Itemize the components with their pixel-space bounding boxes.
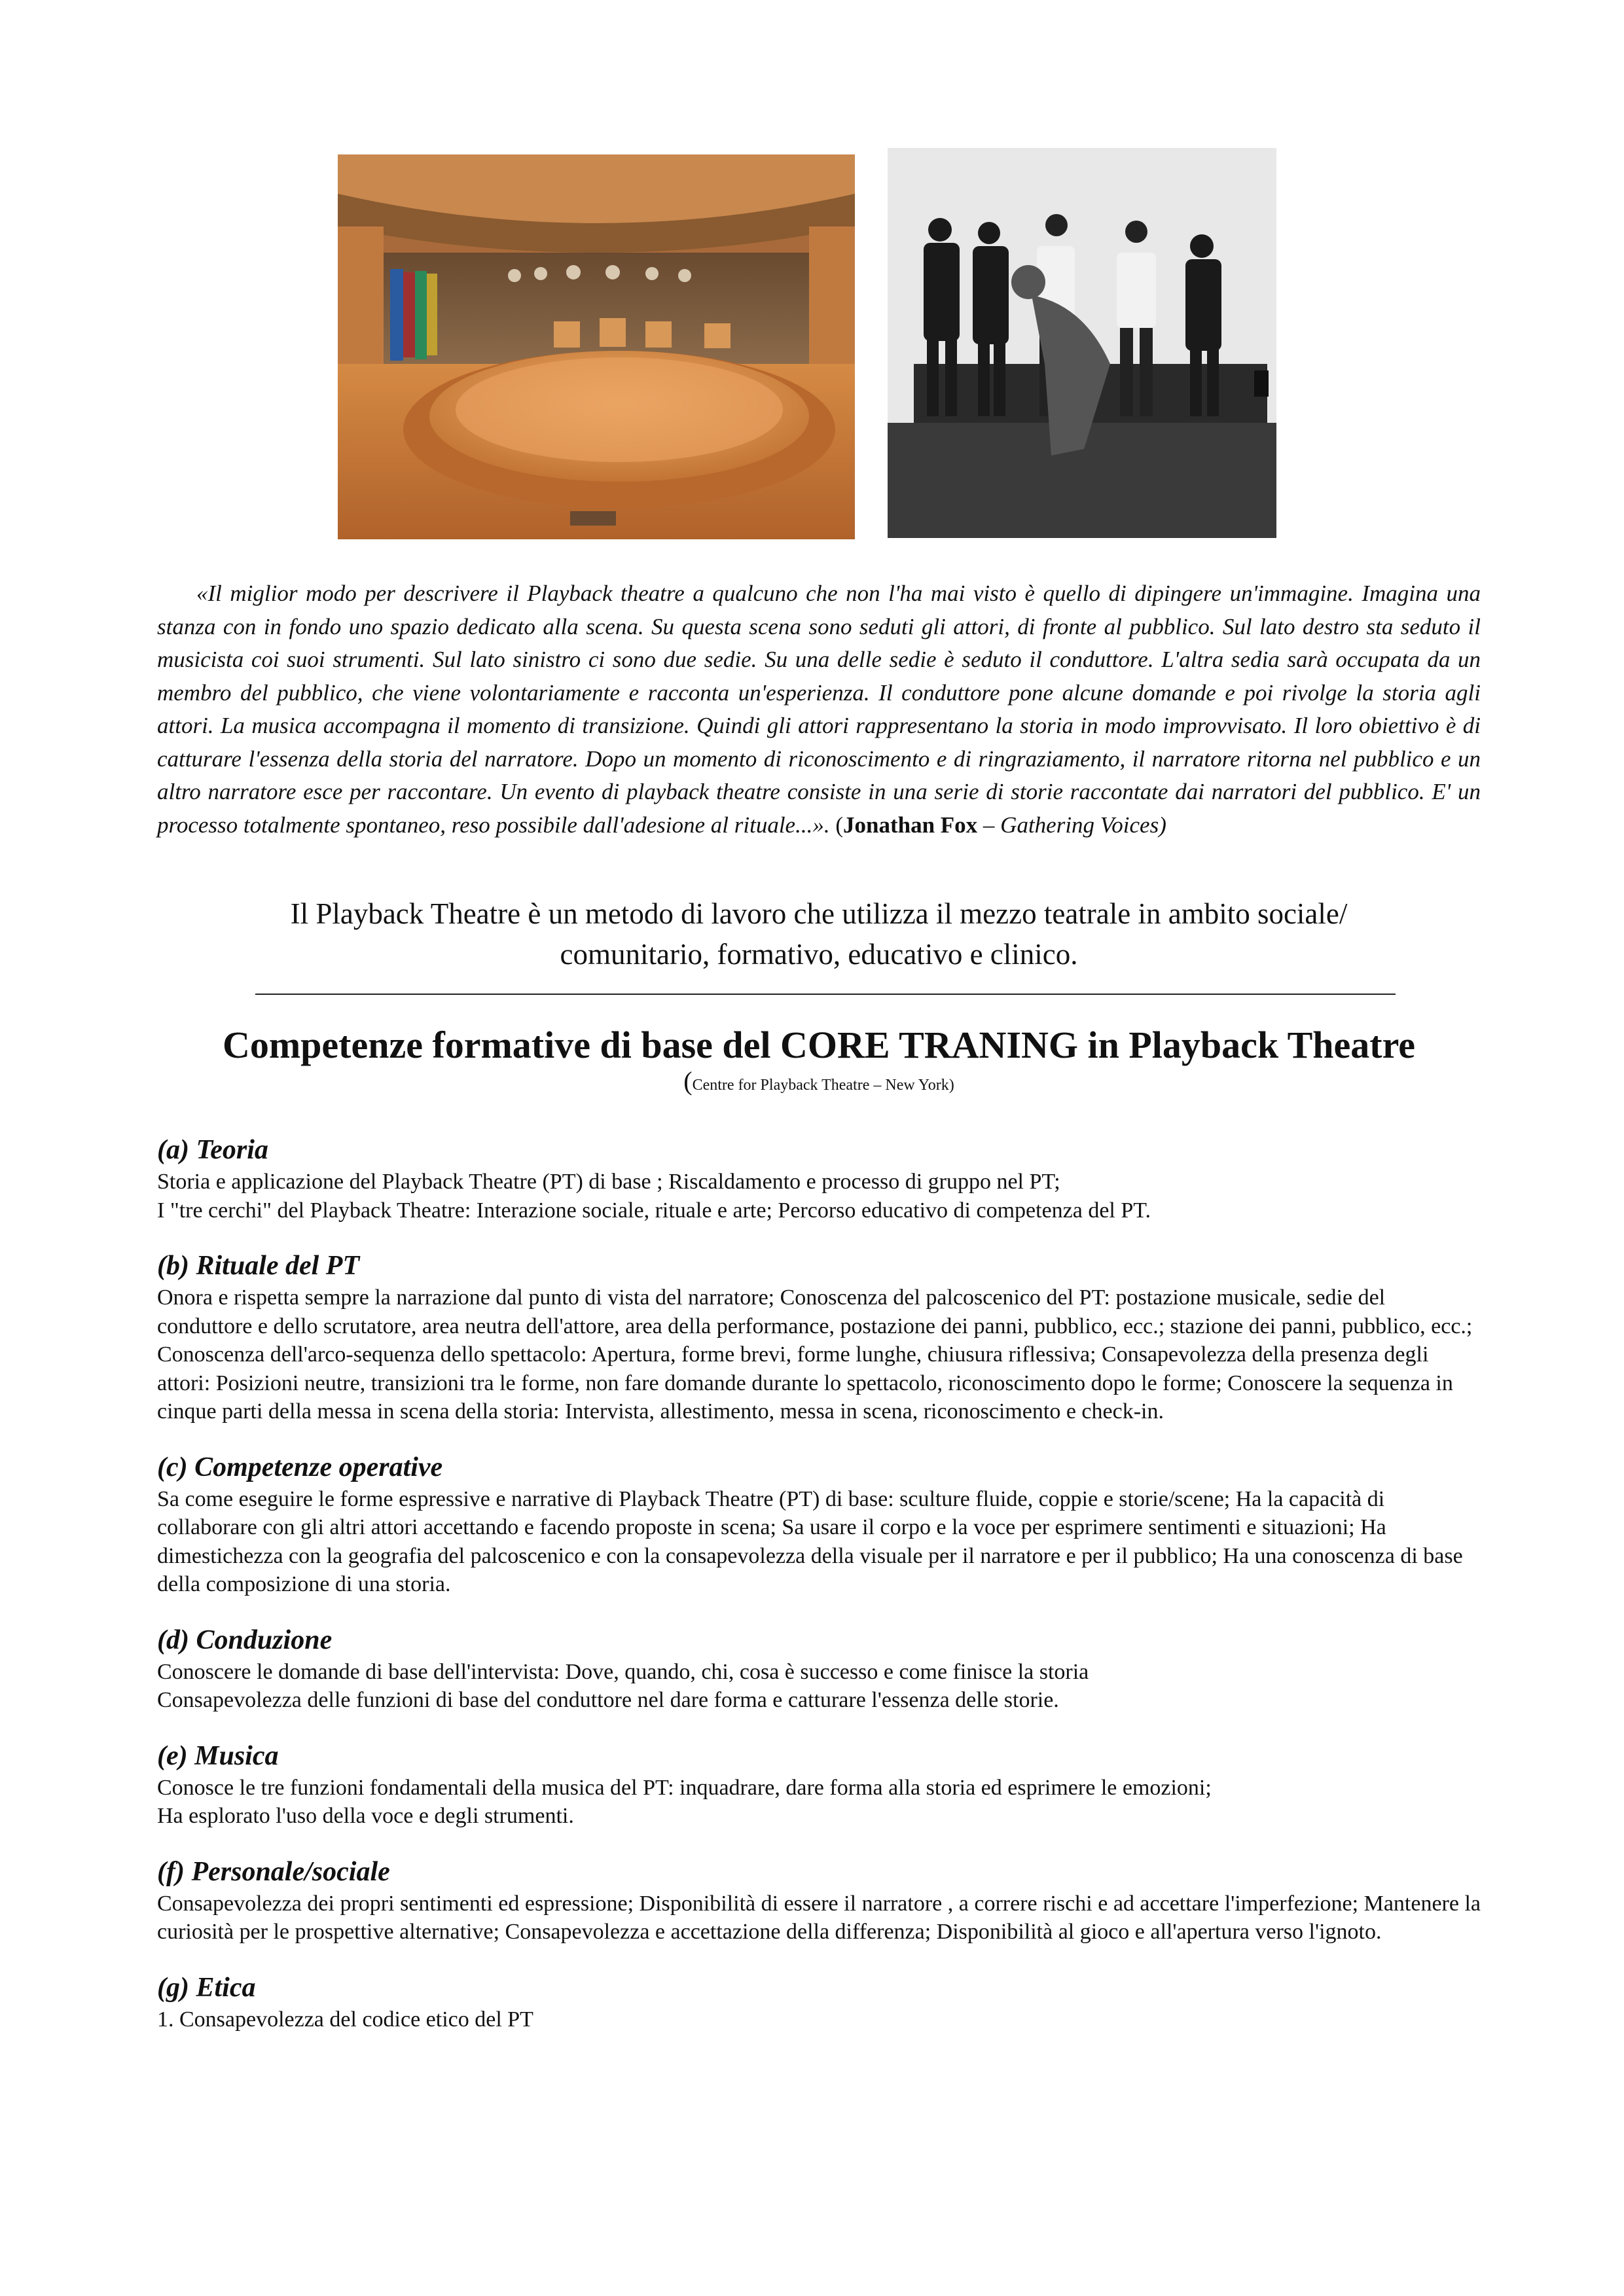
section-competenze-operative	[157, 1450, 1481, 1599]
quote-work: Gathering Voices)	[1000, 812, 1166, 838]
quote-open-paren: (	[829, 812, 843, 838]
photo-row	[0, 148, 1624, 541]
section-line: Consapevolezza dei propri sentimenti ed espressione; Disponibilità di essere il narratore , a correre rischi e ad accettare l'imperfezione; Mantenere la curiosità per le prospettive alternative; Consapevolezza e accettazione della differenza; Disponibilità al gioco e all'apertura verso l'ignoto.	[157, 1891, 1481, 1944]
section-heading: (c) Competenze operative	[157, 1452, 443, 1482]
intro-line-2: comunitario, formativo, educativo e clinico.	[560, 938, 1078, 971]
section-etica	[157, 1970, 1481, 2034]
section-heading: (g) Etica	[157, 1972, 256, 2003]
section-line: Consapevolezza delle funzioni di base del conduttore nel dare forma e catturare l'essenza delle storie.	[157, 1688, 1059, 1712]
page-title: Competenze formative di base del CORE TRANING in Playback Theatre	[222, 1024, 1416, 1066]
section-heading: (a) Teoria	[157, 1135, 268, 1165]
quote-author: Jonathan Fox	[842, 812, 978, 838]
intro-line-1: Il Playback Theatre è un metodo di lavoro che utilizza il mezzo teatrale in ambito sociale/	[290, 897, 1348, 930]
quote-dash: –	[977, 812, 1001, 838]
playback-actors-photo	[888, 148, 1276, 538]
section-rituale	[157, 1248, 1481, 1426]
section-conduzione	[157, 1623, 1481, 1715]
section-line: Onora e rispetta sempre la narrazione dal punto di vista del narratore; Conoscenza del palcoscenico del PT: postazione musicale, sedie del conduttore e dello scrutatore, area neutra dell'attore, area della performance, postazione dei panni, pubblico, ecc.; stazione dei panni, pubblico, ecc.; Conoscenza dell'arco-sequenza dello spettacolo: Apertura, forme brevi, forme lunghe, chiusura riflessiva; Consapevolezza della presenza degli attori: Posizioni neutre, transizioni tra le forme, non fare domande durante lo spettacolo, riconoscimento dopo le forme; Conoscere la sequenza in cinque parti della messa in scena della storia: Intervista, allestimento, messa in scena, riconoscimento e check-in.	[157, 1285, 1473, 1424]
section-heading: (f) Personale/sociale	[157, 1856, 390, 1887]
divider-line	[255, 994, 1396, 995]
competence-sections	[157, 1132, 1481, 2057]
section-line: Ha esplorato l'uso della voce e degli strumenti.	[157, 1804, 574, 1828]
section-line: I "tre cerchi" del Playback Theatre: Interazione sociale, rituale e arte; Percorso educativo di competenza del PT.	[157, 1198, 1151, 1223]
section-line: 1. Consapevolezza del codice etico del PT	[157, 2007, 533, 2032]
fox-quote	[157, 577, 1481, 842]
subtitle-text: Centre for Playback Theatre – New York)	[692, 1077, 954, 1094]
section-musica	[157, 1738, 1481, 1831]
section-line: Conoscere le domande di base dell'intervista: Dove, quando, chi, cosa è successo e come finisce la storia	[157, 1659, 1089, 1684]
intro-statement	[157, 893, 1481, 975]
quote-text: «Il miglior modo per descrivere il Playback theatre a qualcuno che non l'ha mai visto è quello di dipingere un'immagine. Imagina una stanza con in fondo uno spazio dedicato alla scena. Su questa scena sono seduti gli attori, di fronte al pubblico. Sul lato destro sta seduto il musicista coi suoi strumenti. Sul lato sinistro ci sono due sedie. Su una delle sedie è seduto il conduttore. L'altra sedia sarà occupata da un membro del pubblico, che viene volontariamente e racconta un'esperienza. Il conduttore pone alcune domande e poi rivolge la storia agli attori. La musica accompagna il momento di transizione. Quindi gli attori rappresentano la storia in modo improvvisato. Il loro obiettivo è di catturare l'essenza della storia del narratore. Dopo un momento di riconoscimento e di ringraziamento, il narratore ritorna nel pubblico e un altro narratore esce per raccontare. Un evento di playback theatre consiste in una serie di storie raccontate dai narratori del pubblico. E' un processo totalmente spontaneo, reso possibile dall'adesione al rituale...».	[157, 581, 1481, 838]
section-teoria	[157, 1132, 1481, 1225]
section-personale-sociale	[157, 1854, 1481, 1946]
section-line: Conosce le tre funzioni fondamentali della musica del PT: inquadrare, dare forma alla storia ed esprimere le emozioni;	[157, 1775, 1212, 1800]
subtitle-paren: (	[683, 1066, 693, 1096]
section-line: Storia e applicazione del Playback Theatre (PT) di base ; Riscaldamento e processo di gruppo nel PT;	[157, 1170, 1060, 1194]
page-subtitle	[157, 1068, 1481, 1098]
theatre-stage-photo	[338, 154, 855, 539]
section-heading: (e) Musica	[157, 1740, 279, 1771]
section-heading: (d) Conduzione	[157, 1624, 333, 1655]
section-line: Sa come eseguire le forme espressive e narrative di Playback Theatre (PT) di base: sculture fluide, coppie e storie/scene; Ha la capacità di collaborare con gli altri attori accettando e facendo proposte in scena; Sa usare il corpo e la voce per esprimere sentimenti e situazioni; Ha dimestichezza con la geografia del palcoscenico e con la consapevolezza della visuale per il narratore e per il pubblico; Ha una conoscenza di base della composizione di una storia.	[157, 1486, 1463, 1596]
section-heading: (b) Rituale del PT	[157, 1251, 360, 1281]
